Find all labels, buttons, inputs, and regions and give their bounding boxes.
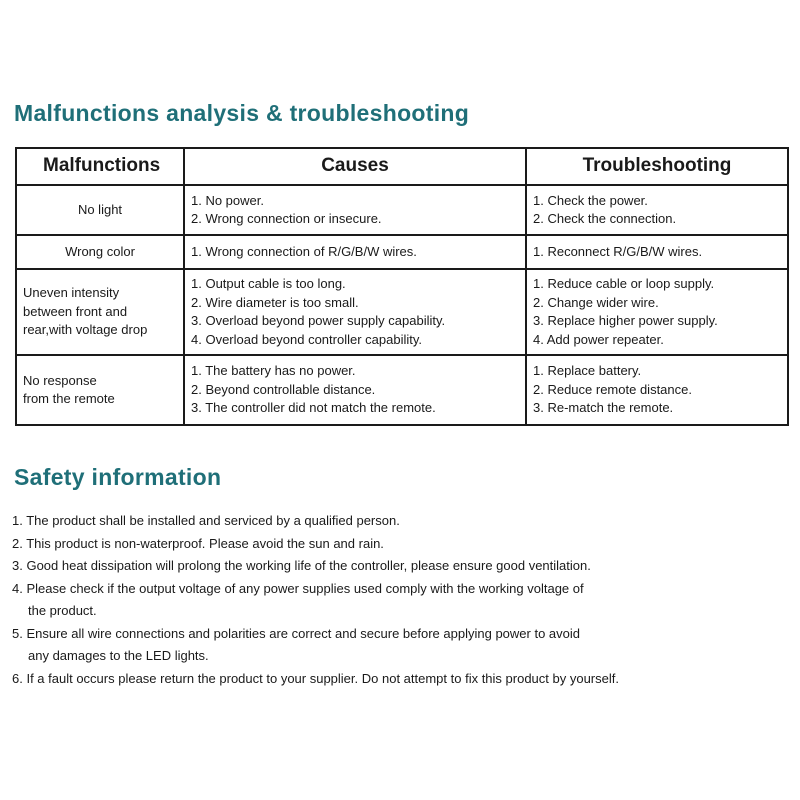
safety-item: 4. Please check if the output voltage of any power supplies used comply with the working voltage of bbox=[12, 580, 584, 596]
malfunctions-table bbox=[15, 147, 789, 426]
troubleshooting-cell-line: 2. Change wider wire. bbox=[533, 294, 659, 310]
malfunction-cell bbox=[16, 235, 184, 269]
troubleshooting-cell-line: 2. Check the connection. bbox=[533, 211, 677, 226]
troubleshooting-cell-line: 2. Reduce remote distance. bbox=[533, 381, 692, 397]
safety-item: 5. Ensure all wire connections and polarities are correct and secure before applying power to avoid bbox=[12, 625, 580, 641]
troubleshooting-cell bbox=[526, 269, 788, 355]
table-row bbox=[16, 269, 788, 355]
safety-list bbox=[12, 510, 787, 690]
malfunction-cell bbox=[16, 355, 184, 425]
causes-cell-line: 2. Wrong connection or insecure. bbox=[191, 211, 382, 226]
causes-cell-line: 4. Overload beyond controller capability. bbox=[191, 331, 422, 347]
troubleshooting-cell bbox=[526, 355, 788, 425]
malfunction-cell-line: No response bbox=[23, 372, 97, 388]
causes-cell-line: 2. Beyond controllable distance. bbox=[191, 381, 376, 397]
causes-cell-line: 2. Wire diameter is too small. bbox=[191, 294, 359, 310]
causes-cell-line: 1. Output cable is too long. bbox=[191, 276, 346, 291]
troubleshooting-cell-line: 3. Replace higher power supply. bbox=[533, 313, 718, 328]
malfunction-cell-line: Uneven intensity bbox=[23, 285, 120, 301]
causes-cell-line: 1. No power. bbox=[191, 192, 264, 208]
troubleshooting-cell-line: 1. Replace battery. bbox=[533, 363, 642, 379]
header-malfunctions: Malfunctions bbox=[16, 148, 184, 185]
safety-item: 1. The product shall be installed and serviced by a qualified person. bbox=[12, 513, 400, 528]
safety-item: 6. If a fault occurs please return the product to your supplier. Do not attempt to fix this product by yourself. bbox=[12, 670, 619, 686]
table-row bbox=[16, 185, 788, 235]
causes-cell bbox=[184, 355, 526, 425]
malfunction-cell-line: Wrong color bbox=[65, 243, 135, 259]
causes-cell-line: 3. Overload beyond power supply capability. bbox=[191, 313, 446, 328]
table-row bbox=[16, 235, 788, 269]
troubleshooting-cell-line: 1. Reconnect R/G/B/W wires. bbox=[533, 243, 703, 259]
section-title-safety: Safety information bbox=[14, 464, 222, 490]
troubleshooting-cell bbox=[526, 235, 788, 269]
troubleshooting-cell bbox=[526, 185, 788, 235]
troubleshooting-cell-line: 4. Add power repeater. bbox=[533, 331, 664, 347]
causes-cell bbox=[184, 185, 526, 235]
safety-item: 3. Good heat dissipation will prolong the working life of the controller, please ensure good ventilation. bbox=[12, 558, 591, 573]
safety-item: the product. bbox=[28, 603, 97, 618]
causes-cell-line: 1. The battery has no power. bbox=[191, 363, 356, 379]
causes-cell-line: 1. Wrong connection of R/G/B/W wires. bbox=[191, 243, 417, 259]
causes-cell-line: 3. The controller did not match the remote. bbox=[191, 400, 436, 416]
header-causes: Causes bbox=[184, 148, 526, 185]
troubleshooting-cell-line: 1. Check the power. bbox=[533, 192, 648, 208]
table-header-row bbox=[16, 148, 788, 185]
malfunction-cell-line: between front and bbox=[23, 303, 128, 319]
causes-cell bbox=[184, 235, 526, 269]
header-troubleshooting: Troubleshooting bbox=[526, 148, 788, 185]
safety-item: any damages to the LED lights. bbox=[28, 648, 209, 663]
malfunction-cell-line: rear,with voltage drop bbox=[23, 322, 148, 338]
malfunction-cell bbox=[16, 185, 184, 235]
causes-cell bbox=[184, 269, 526, 355]
malfunction-cell-line: from the remote bbox=[23, 391, 115, 406]
table-row bbox=[16, 355, 788, 425]
section-title-malfunctions: Malfunctions analysis & troubleshooting bbox=[14, 100, 470, 126]
malfunction-cell-line: No light bbox=[77, 201, 123, 217]
malfunction-cell bbox=[16, 269, 184, 355]
safety-item: 2. This product is non-waterproof. Please avoid the sun and rain. bbox=[12, 535, 384, 551]
troubleshooting-cell-line: 3. Re-match the remote. bbox=[533, 400, 674, 416]
troubleshooting-cell-line: 1. Reduce cable or loop supply. bbox=[533, 276, 715, 291]
